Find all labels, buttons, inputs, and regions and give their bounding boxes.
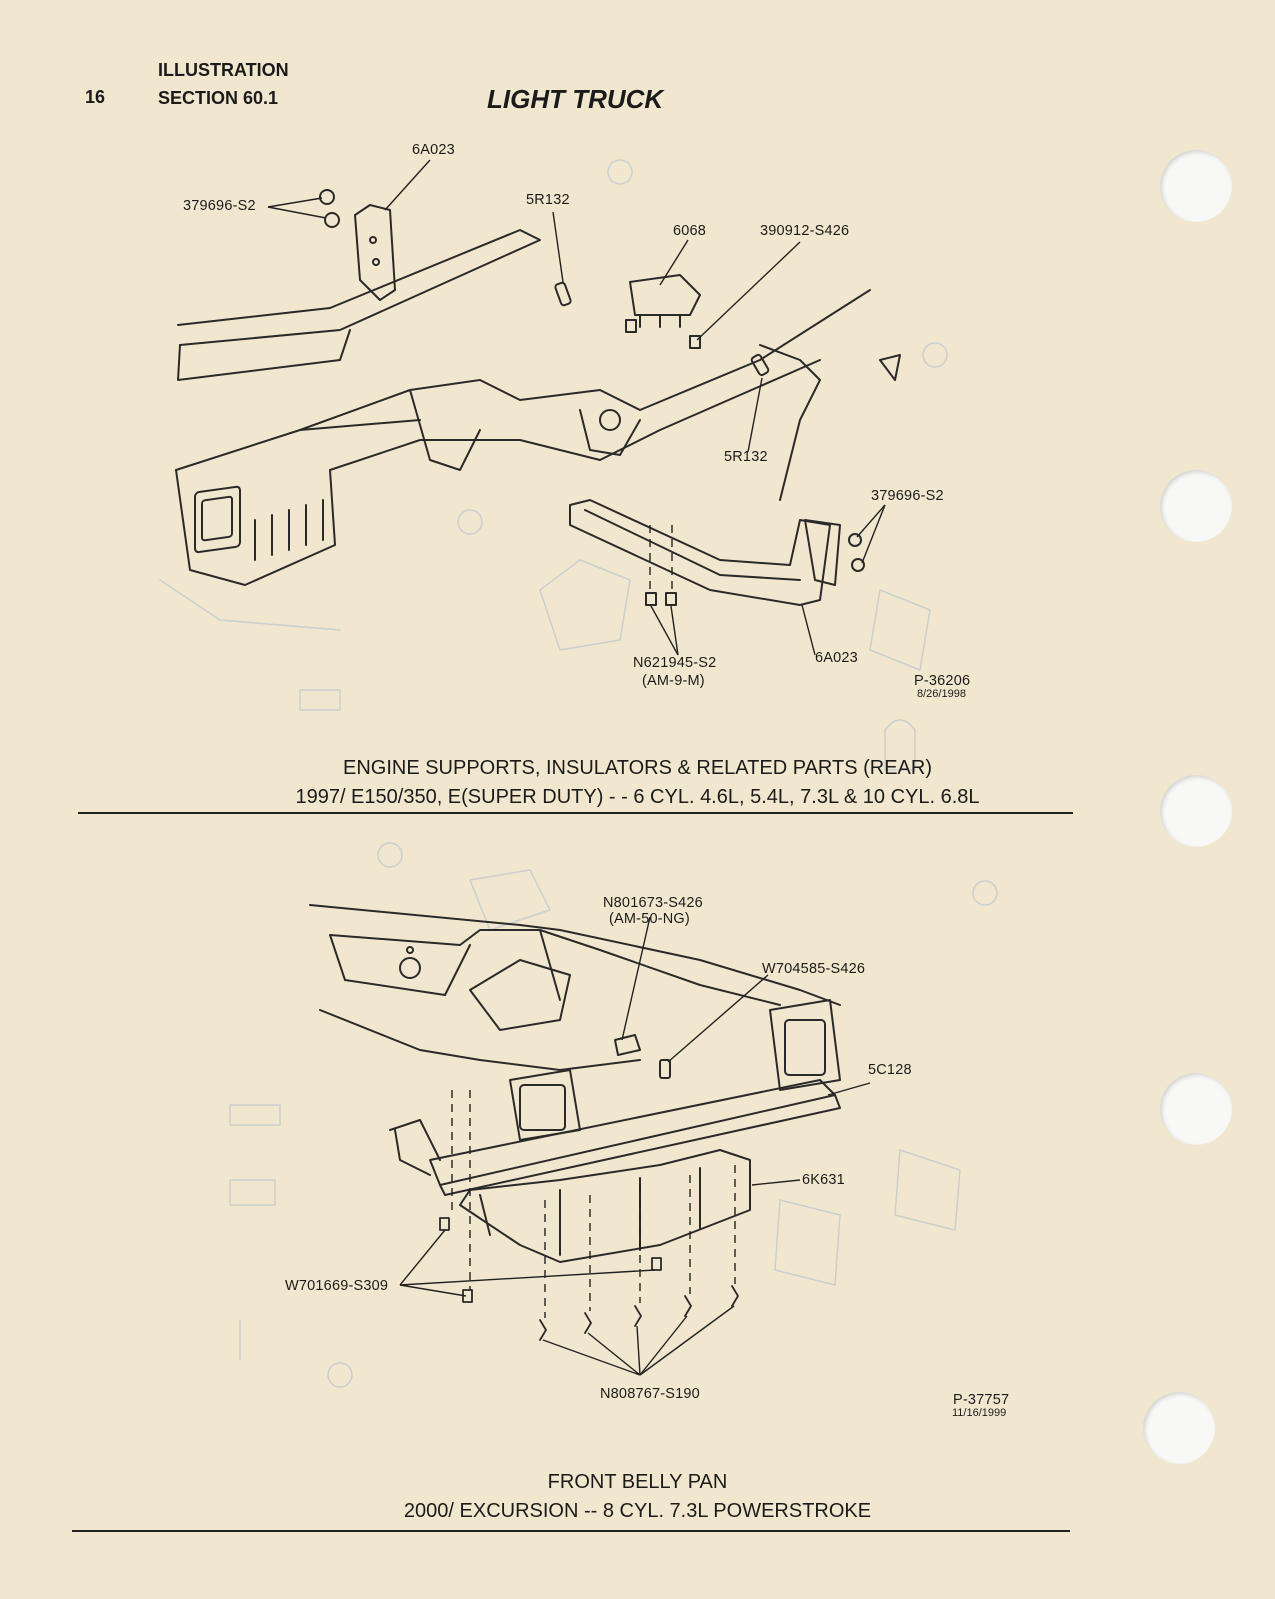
figure2-divider <box>72 1530 1070 1532</box>
callout-5r132-lower: 5R132 <box>724 449 768 465</box>
callout-379696-s2-left: 379696-S2 <box>183 198 256 214</box>
figure2-caption-title: FRONT BELLY PAN <box>547 1471 728 1493</box>
callout-am-9-m: (AM-9-M) <box>642 673 705 689</box>
callout-6068: 6068 <box>673 223 707 239</box>
header-illustration: ILLUSTRATION <box>158 60 289 80</box>
header-section: SECTION 60.1 <box>158 88 279 108</box>
callout-390912-s426: 390912-S426 <box>760 223 850 239</box>
figure2-caption-models: 2000/ EXCURSION -- 8 CYL. 7.3L POWERSTROKE <box>403 1500 872 1522</box>
callout-w701669-s309: W701669-S309 <box>285 1278 389 1294</box>
page-title: LIGHT TRUCK <box>487 84 664 114</box>
callout-6a023-bottom: 6A023 <box>815 650 858 666</box>
callout-w704585-s426: W704585-S426 <box>762 961 866 977</box>
callout-6a023-top: 6A023 <box>412 142 455 158</box>
callout-5c128: 5C128 <box>868 1062 912 1078</box>
callout-379696-s2-right: 379696-S2 <box>871 488 944 504</box>
figure1-caption-models: 1997/ E150/350, E(SUPER DUTY) - - 6 CYL. 4.6L, 5.4L, 7.3L & 10 CYL. 6.8L <box>295 786 980 808</box>
figure1-caption-title: ENGINE SUPPORTS, INSULATORS & RELATED PARTS (REAR) <box>342 757 932 779</box>
figure2-date: 11/16/1999 <box>952 1407 1007 1419</box>
callout-5r132-top: 5R132 <box>526 192 570 208</box>
callout-am-50-ng: (AM-50-NG) <box>609 911 690 927</box>
figure1-ref: P-36206 <box>914 673 971 689</box>
callout-n801673-s426: N801673-S426 <box>603 895 703 911</box>
callout-6k631: 6K631 <box>802 1172 845 1188</box>
figure2-ref: P-37757 <box>953 1392 1010 1408</box>
callout-n621945-s2: N621945-S2 <box>633 655 717 671</box>
figure1-date: 8/26/1998 <box>917 688 966 700</box>
page-number: 16 <box>85 87 106 107</box>
callout-n808767-s190: N808767-S190 <box>600 1386 700 1402</box>
